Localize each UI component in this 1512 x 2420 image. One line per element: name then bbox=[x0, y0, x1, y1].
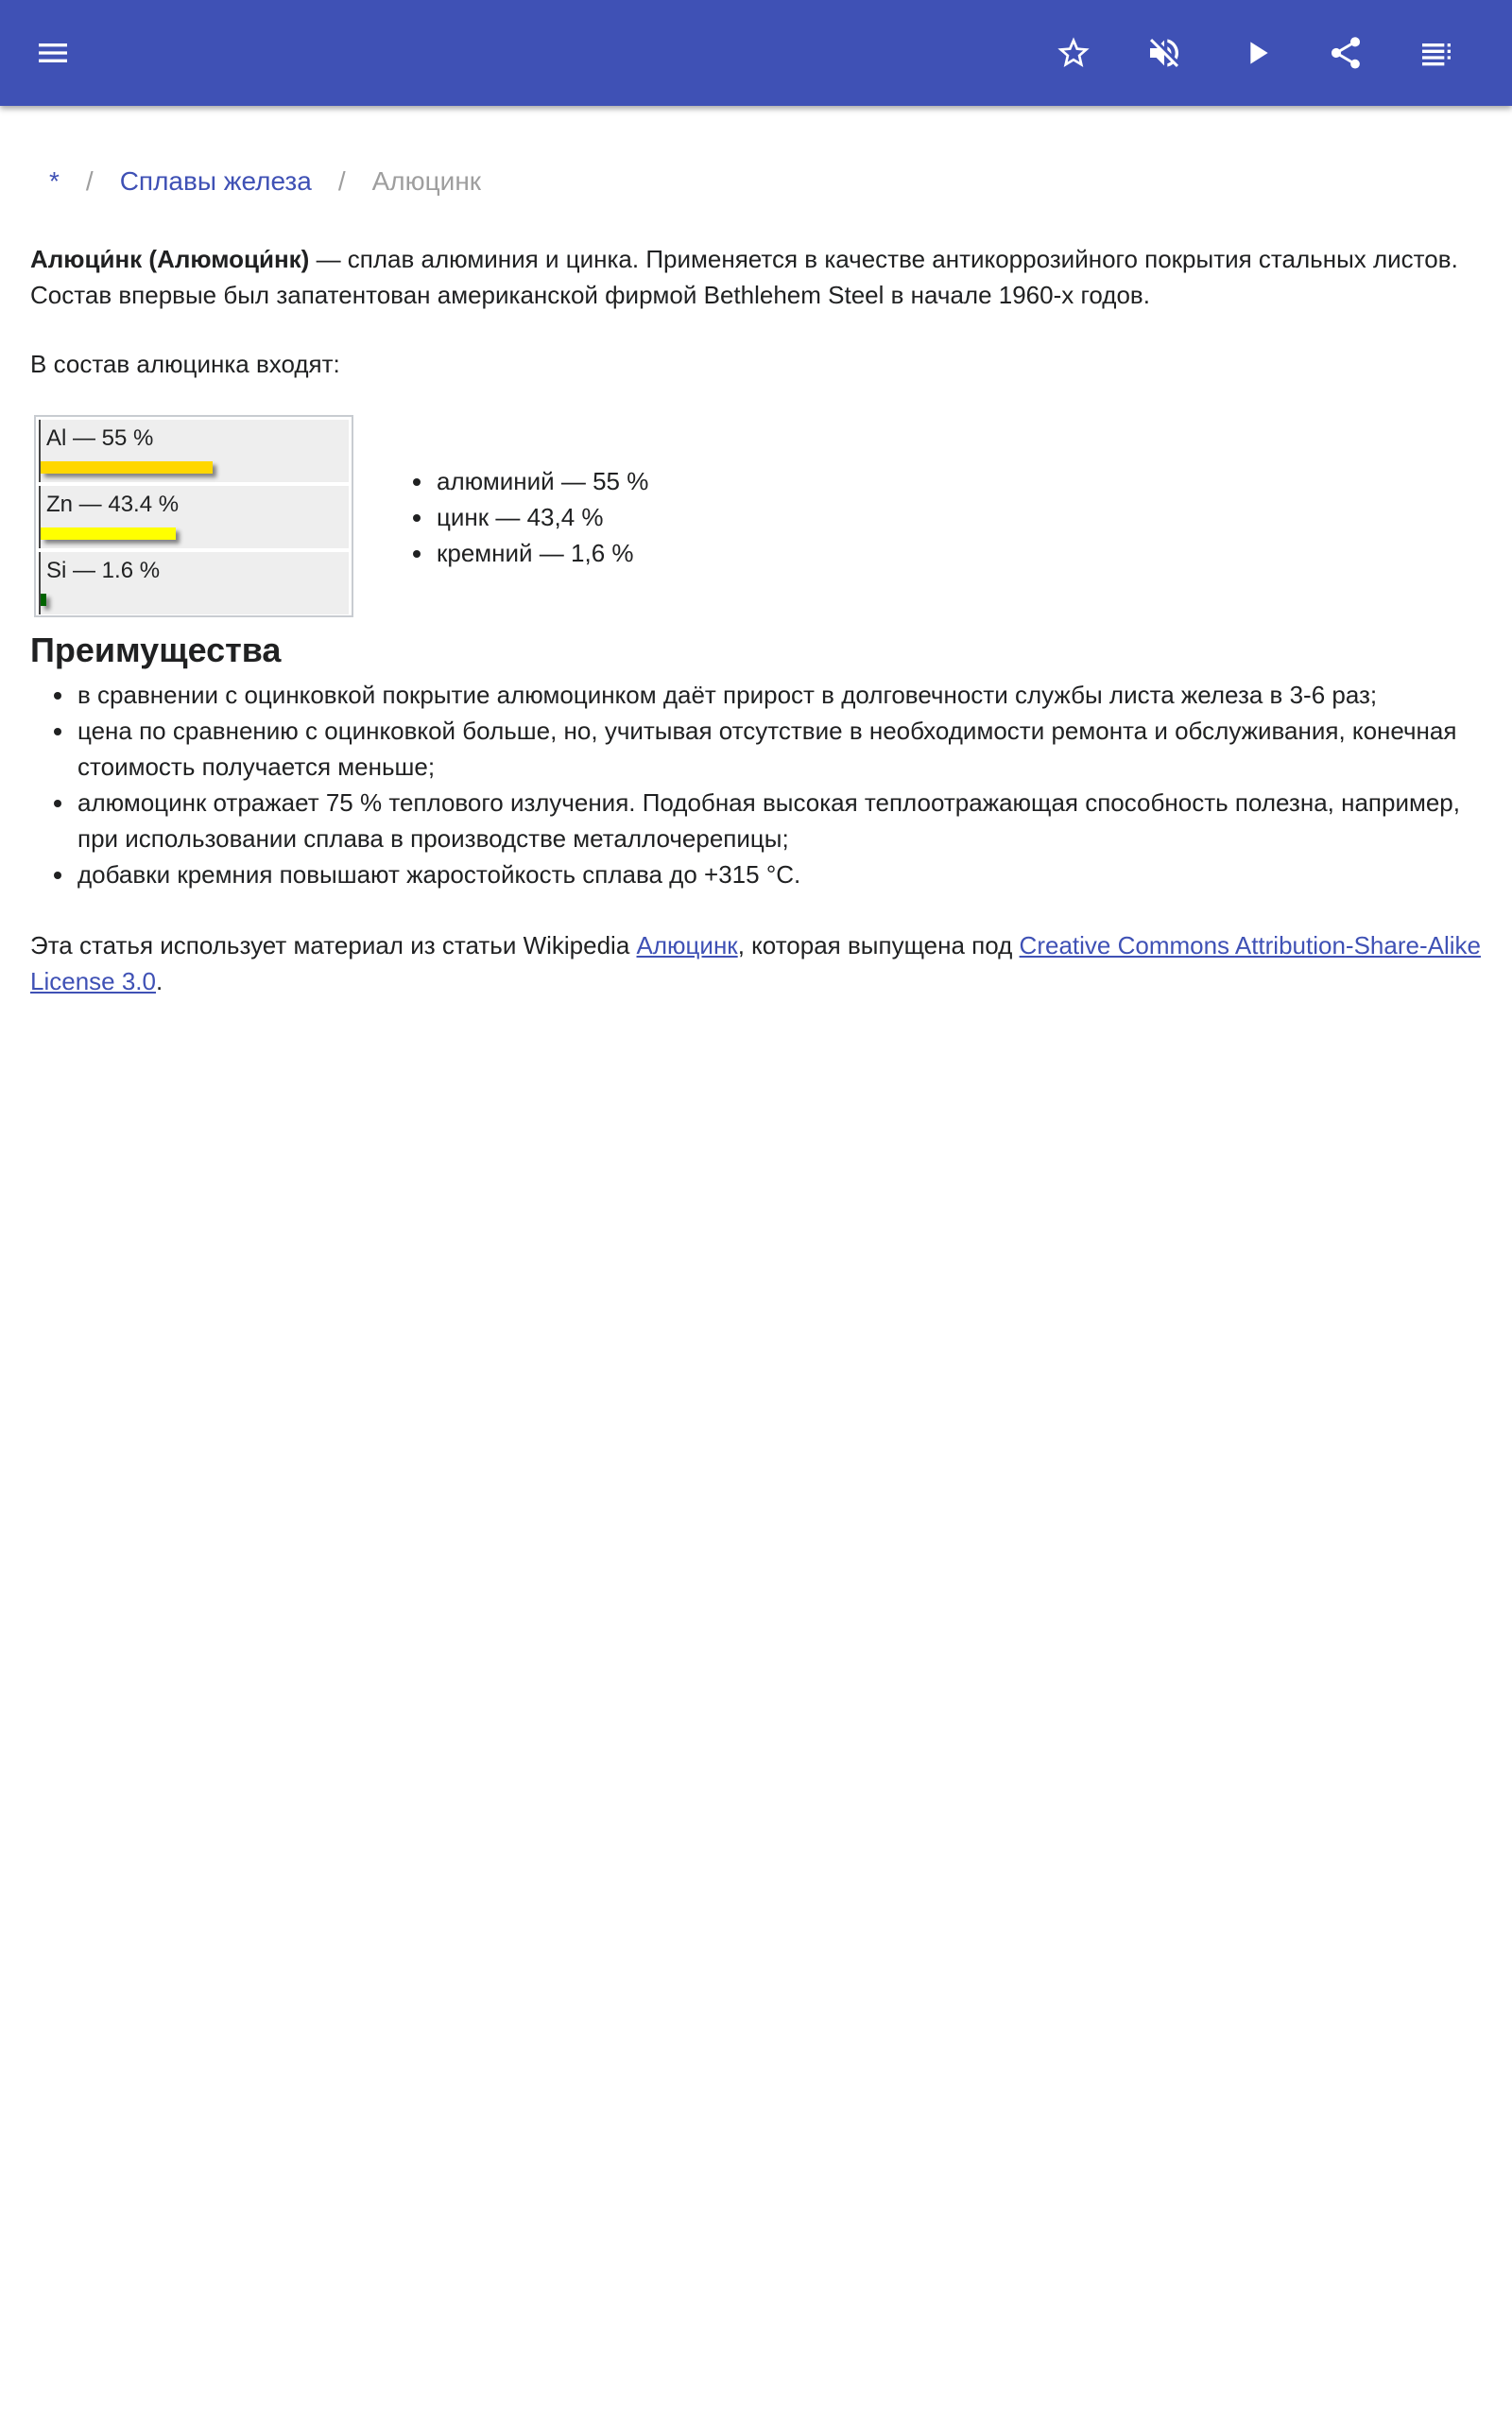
intro-paragraph bbox=[30, 241, 1482, 313]
list-item: • в сравнении с оцинковкой покрытие алюмоцинком даёт прирост в долговечности службы листа железа в 3-6 раз; bbox=[76, 677, 1482, 713]
list-item: • кремний — 1,6 % bbox=[435, 535, 648, 571]
section-heading-advantages: Преимущества bbox=[30, 631, 282, 669]
breadcrumb-current: Алюцинк bbox=[371, 166, 482, 196]
favorite-button[interactable] bbox=[1047, 26, 1100, 79]
share-icon bbox=[1327, 34, 1365, 72]
bar-row bbox=[39, 420, 349, 482]
bar-zn bbox=[41, 527, 176, 540]
list-item: • алюминий — 55 % bbox=[435, 463, 648, 499]
intro-text-2: Состав впервые был запатентован американской фирмой Bethlehem Steel в начале 1960-х годов. bbox=[30, 281, 1150, 309]
advantages-list bbox=[30, 677, 1482, 892]
bar-label: Al — 55 % bbox=[46, 425, 154, 451]
contents-button[interactable] bbox=[1410, 26, 1463, 79]
breadcrumb-separator: / bbox=[337, 166, 346, 196]
breadcrumb-parent-link[interactable]: Сплавы железа bbox=[119, 166, 312, 196]
star-outline-icon bbox=[1055, 34, 1092, 72]
bar-label: Si — 1.6 % bbox=[46, 558, 161, 583]
license-footer bbox=[30, 927, 1482, 999]
play-button[interactable] bbox=[1230, 26, 1283, 79]
playlist-icon bbox=[1418, 34, 1455, 72]
composition-bar-chart bbox=[34, 415, 353, 617]
bar-al bbox=[41, 461, 213, 474]
intro-text: — сплав алюминия и цинка. Применяется в качестве антикоррозийного покрытия стальных листов. bbox=[309, 245, 1458, 273]
mute-button[interactable] bbox=[1138, 26, 1191, 79]
footer-text: . bbox=[155, 967, 163, 995]
list-item: • алюмоцинк отражает 75 % теплового излучения. Подобная высокая теплоотражающая способность полезна, например, при использовании сплава в производстве металлочерепицы; bbox=[76, 785, 1482, 856]
list-item: • цинк — 43,4 % bbox=[435, 499, 648, 535]
menu-button[interactable] bbox=[26, 26, 79, 79]
wikipedia-article-link[interactable]: Алюцинк bbox=[636, 931, 738, 959]
share-button[interactable] bbox=[1319, 26, 1372, 79]
article-term: Алюци́нк (Алюмоци́нк) bbox=[30, 245, 310, 273]
list-item: • добавки кремния повышают жаростойкость сплава до +315 °C. bbox=[76, 856, 1482, 892]
volume-off-icon bbox=[1145, 34, 1183, 72]
bar-si bbox=[41, 594, 46, 606]
list-item: • цена по сравнению с оцинковкой больше, но, учитывая отсутствие в необходимости ремонта и обслуживания, конечная стоимость получается меньше; bbox=[76, 713, 1482, 785]
menu-icon bbox=[34, 34, 72, 72]
breadcrumb-root-link[interactable]: * bbox=[49, 166, 60, 196]
app-bar bbox=[0, 0, 1512, 106]
bar-row bbox=[39, 552, 349, 614]
bar-label: Zn — 43.4 % bbox=[46, 492, 180, 517]
breadcrumb bbox=[49, 168, 481, 195]
composition-list bbox=[399, 463, 648, 571]
bar-row bbox=[39, 486, 349, 548]
composition-intro: В состав алюцинка входят: bbox=[30, 350, 340, 378]
license-link[interactable]: Creative Commons Attribution-Share-Alike License 3.0 bbox=[30, 931, 1481, 995]
play-icon bbox=[1238, 34, 1276, 72]
footer-text: , которая выпущена под bbox=[737, 931, 1020, 959]
breadcrumb-separator: / bbox=[85, 166, 94, 196]
footer-text: Эта статья использует материал из статьи Wikipedia bbox=[30, 931, 637, 959]
